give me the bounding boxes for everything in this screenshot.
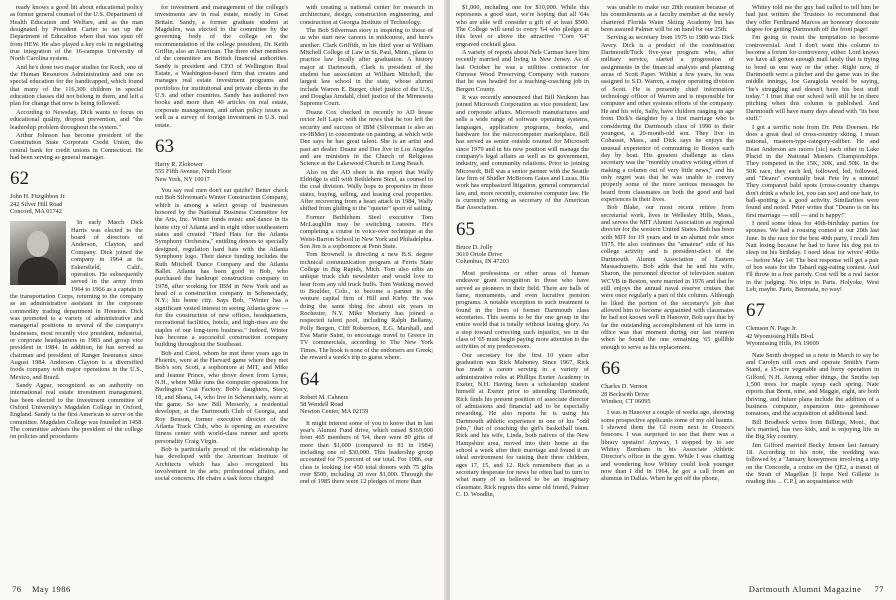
article-paragraph: I'm going to resist the temptation to become controversial. And I don't want this column to become a forum for controversy, either. Lord knows we have all gotten enough mail lately that is trying to bend us one way or the other. Right now, if Dartmouth were a pitcher and the game was in the middle innings, Joe Garagiola would be saying, "he's struggling and doesn't have his best stuff today." I trust that our school will still be in there pitching when this column is published. And Dartmouth will have many days ahead with "its best stuff.": [746, 34, 879, 123]
article-paragraph: $1,000, including one for $10,000. While this represents a good start, we're hoping that all '64s who are able will consider a gift of at least $500. The College will send to every '64 who pledges at this level or above the attractive "Core '64" engraved cocktail glass.: [456, 4, 589, 48]
page-number: 77: [874, 584, 884, 594]
article-paragraph: Bill Brodbeck writes from Billings, Mont., that he's married, has two kids, and is enjoying life in the Big Sky country.: [746, 418, 879, 441]
right-column-2: [601, 4, 734, 484]
address-line: Clemson N. Page Jr.: [746, 325, 798, 333]
article-paragraph: ready knows a good bit about educational policy as former general counsel of the U.S. Department of Health Education and Welfare, and as the man designated by President Carter to set up the Department of Education when that was spun off from HEW. He also played a key role in negotiating true integration of the 16-campus University of North Carolina system.: [10, 4, 143, 63]
address-line: 28 Beckwith Drive: [601, 390, 649, 398]
article-paragraph: Serving as secretary from 1975 to 1980 was Dick Avery. Dick is a product of the combination Dartmouth/Tuck five-year program who, after military service, started a progression of assignments in the financial analysis and planning areas of Scott Paper. Within a few years, he was assigned to S.D. Warren, a major operating division of Scott. He is presently chief information technology officer of Warren and is responsible for computer and other systems efforts of the company. He and his wife, Sally, have children ranging in age from Dick's daughter by a first marriage who is considering the Dartmouth class of 1990 to their youngest, a 20-month-old son. They live in Cohasset, Mass., and Dick says he enjoys the unusual experience of commuting to Boston each day by boat. His greatest challenge as class secretary was the "monthly creative writing effort of making a column out of very little news," and his only regret was that he was unable to convey properly some of the more serious messages he heard from classmates on both the good and bad experiences in their lives.: [601, 34, 734, 203]
right-column-3: [746, 4, 879, 487]
class-number: 67: [746, 300, 765, 322]
address-line: Bruce D. Jolly: [456, 243, 493, 251]
left-col3-paras2: [300, 420, 433, 486]
article-paragraph: Also on the AD sheet is the report that Wally Eldridge is still with Bethlehem Steel, as counsel to the coal division. Wally hops to properties in three states, buying, selling, and leasing coal properties. After recovering from a heart attack in 1984, Wally shifted from gliding to the "quieter" sport of sailing.: [300, 168, 433, 213]
article-paragraph: According to Newsday, Dick wants to focus on educational quality, dropout prevention, and "the leadership problem throughout the system.": [10, 108, 143, 131]
article-paragraph: Bob is particularly proud of the relationship he has developed with the American Institute of Architects which has also recognized his involvement in the arts; professional affairs, and social concerns. He chairs a task force charged: [155, 446, 288, 483]
class-secretary-address: [155, 161, 288, 183]
article-paragraph: I need some ideas for 40th-birthday parties for spouses. We had a rousing contest at our 20th last June. In the race for the best 40th party, I recall Jim Natt losing because he had to have his dog put to sleep on his birthday. I need ideas for wives' 40ths — before May 14! The best response will get a pair of box seats for the Tabard egg-eating contest. And I'll throw in a free parody. Cost will be a real factor in the judging. No trips to Paris. Holyoke, West Leb, maybe. Paris, Bermuda, no way!: [746, 219, 879, 294]
magazine-title: Dartmouth Alumni Magazine: [748, 584, 862, 594]
address-line: Harry R. Zlokower: [155, 160, 204, 168]
class-number: 66: [601, 358, 620, 380]
article-paragraph: And he's done two major studies for Koch, one of the Human Resources Administration and one on special education for the handicapped, which found that many of the 116,300 children in special education classes did not belong in them, and left a plan for change that now is being followed.: [10, 63, 143, 108]
issue-date: May 1986: [32, 584, 71, 594]
left-col1-paras: [10, 4, 143, 161]
class-number: 64: [300, 368, 319, 390]
page-footer-left: [12, 584, 71, 594]
article-paragraph: In early March Dick Harris was elected to the board of directors of Anderson, Clayton, and Company. Dick joined the company in 1964 at its Eskersfield, Calif., operation. He subsequently served in the army from 1964 to 1966 as a captain in the transportation Corps, returning to the company as an administrative assistant in the corporate commodity trading department in Houston. Dick was promoted to a variety of administrative and managerial positions in several of the company's businesses, most recently vice president, industrial, or corporate headquarters in 1983 and group vice president in 1984. In addition, he has served as chairman and president of Ranger Insurance since August 1984. Anderson Clayton is a diversified foods company with major operations in the U.S., Mexico, and Brazil.: [10, 219, 143, 381]
article-paragraph: You say real men don't eat quiche? Better check out Bob Silverman's Winter Construction Company, which is among a select group of businesses honored by the National Business Committee for the Arts, Inc. Winter funds music and dance in its home city of Atlanta and in eight other southeastern states and created "Hard Hats for the Atlanta Symphony Orchestra," entitling donors to specially designed, regulation hard hats with the Atlanta Symphony logo. Their dance funding includes the Ruth Mitchell Dance Company and the Atlanta Ballet. Atlanta has been good to Bob, who purchased the bankrupt construction company in 1978, after working for IBM in New York and as head of a construction company in Schenectady, N.Y.; his home city. Says Bob, "Winter has a significant vested interest in seeing Atlanta grow — for the construction of new offices, headquarters, recreational facilities, hotels, and high-rises are the staples of our long-term business." Indeed, Winter has become a successful construction company building throughout the Southeast.: [155, 187, 288, 349]
article-paragraph: It was recently announced that Bill Neukom has joined Microsoft Corporation as vice president, law and corporate affairs. Microsoft manufactures and sells a wide range of software operating systems, languages, application programs, books, and hardware for the microcomputer marketplace. Bill has served as senior outside counsel for Microsoft since 1979 and in his new position will manage the company's legal affairs as well as its government, industry, and community relations. Prior to joining Microsoft, Bill was a senior partner with the Seattle law firm of Shidler McBroom Gates and Lucas. His work has emphasized litigation, general commercial law, and, more recently, extensive computer law. He is currently serving as secretary of the American Bar Association.: [456, 94, 589, 212]
address-line: 58 Wendell Road: [300, 400, 344, 408]
right-col2-paras2: [601, 409, 734, 482]
page-footer-right: [749, 584, 884, 594]
address-line: Columbus, IN 47203: [456, 258, 510, 266]
portrait-photo-dick-harris: [10, 221, 66, 285]
address-line: Wyomissing Hills, PA 19609: [746, 340, 819, 348]
article-paragraph: I got a terrific note from Dr. Pete Doersen. He does a great deal of cross-country skiing. I mean national, masters-type-category-caliber. He and Dean Anderson are racers [sic] each other in Lake Placid in the National Masters Championships. They competed in the 15K, 30K, and 50K. In the 50K race, they each led, followed, led, followed, and "Deano" eventually beat Pete by a minute! They compared bald spots (cross-country champs don't drink a whole lot, you can see) and one hair, to ball-spotting is a good activity. Similarities were found and noted. Peter writes that "Deano is on his first marriage — still — and is happy!": [746, 123, 879, 219]
right-page: [450, 0, 896, 600]
article-paragraph: The Bob Silverman story is inspiring to those of us who start new careers in midcourse, and here's another: Clark Griffith, in his third year at William Mitchell College of Law in St. Paul, Minn., plans to practice law locally after graduation. A history major at Dartmouth, Clark is president of the student bar association at William Mitchell, the largest law school in the state, whose alumni include Warren E. Burger, chief justice of the U.S., and Douglas Amdahl, chief justice of the Minnesota Supreme Court.: [300, 27, 433, 108]
address-line: 555 Fifth Avenue, Ninth Floor: [155, 168, 232, 176]
class-secretary-address: [456, 244, 589, 266]
left-col3-paras: [300, 4, 433, 362]
left-col2-paras: [155, 4, 288, 129]
article-paragraph: Duane Cox checked in recently to AD house rector Jeff Lapic with the news that he too left the security and success of IBM (Silverman is also an ex-IBMer) to concentrate on painting, at which wife Dee says he has great talent. She is an artist and past art dealer. Duane and Dee live in Los Angeles and are ministers in the Church of Religious Science at the Lakewood Church in Long Beach.: [300, 108, 433, 168]
article-paragraph: I was in Hanover a couple of weeks ago, showing some prospective applicants some of my old haunts. I showed them the Gl room next to Orozco's frescoes. I was surprised to see that there was a library upstairs! Anyway, I stopped by to see Whitey Burnham in his Associate Athletic Director's office in the gym. While I was chatting and wondering how Whitey could look younger now than I did in 1964, he got a call from an alumnus in Dallas. When he got off the phone,: [601, 409, 734, 483]
article-paragraph: Whitey told me the guy had called to tell him he had just written the Trustees to recommend that they offer Ferdinand Marcos an honorary doctorate degree for getting Dartmouth off the front page!: [746, 4, 879, 34]
address-line: Newton Center, MA 02159: [300, 408, 369, 416]
address-line: Concord, MA 01742: [10, 208, 62, 216]
address-line: New York, NY 10017: [155, 175, 210, 183]
class-number: 63: [155, 135, 174, 157]
article-paragraph: A variety of reports about Nels Carman have him recently married and living in New Jersey. As of last October he was a utilities contractor for Osmose Wood Preserving Company with rumors that he was headed for a teaching-coaching job in Bergen County.: [456, 49, 589, 93]
article-paragraph: Most professions or other areas of human endeavor grant recognition to those who have served as pioneers in their field. There are halls of fame, monuments, and even lucrative pension programs. A notable exception to such treatment is found in the lives of former Dartmouth class secretaries. This seems to be the one group in the entire world that is totally without lasting glory. As a step toward correcting such injustice, we in the class of '65 must begin paying more attention to the activities of my predecessors.: [456, 269, 589, 351]
article-paragraph: for investment and management of the college's investments are in real estate, mostly in Great Britain. Sandy, a former graduate student at Magdalen, was elected to the committee by the governing body of the college on the recommendation of the college president, Dr. Keith Griffin, also an American. The three other members of the committee are British financial authorities. Sandy is president and CEO of Wellington Real Estate, a Washington-based firm that creates and manages real estate investment programs and portfolios for institutional and private clients in the U.S. and other countries. Sandy has authored two books and more than 40 articles on real estate, corporate management, and urban policy issues as well as a survey of foreign investment in U.S. real estate.: [155, 4, 288, 129]
class-secretary-address: [10, 193, 143, 215]
address-line: 242 Silver Hill Road: [10, 200, 63, 208]
article-paragraph: It might interest some of you to know that in last year's Alumni Fund drive, which raised $369,000 from 465 members of '64, there were 89 gifts of more than $1,000 (compared to 81 in 1984) including one of $30,000. This leadership group accounted for 75 percent of our total. For 1986, our class is looking for 450 total donors with 75 gifts over $500, including 20 over $1,000. Through the end of 1985 there were 12 pledges of more than: [300, 419, 433, 486]
class-number: 62: [10, 168, 29, 190]
class-secretary-address: [601, 383, 734, 405]
right-col1-paras2: [456, 270, 589, 499]
article-paragraph: Nate Smith dropped us a note in March to say he and Carolyn still own and operate Smith's Farm Stand, a 15-acre vegetable and berry operation in Gilford, N.H. Among other things, the Smiths tap 1,500 trees for maple syrup each spring. Nate reports that Brent, nine, and Maggie, eight, are both thriving, and future plans include the addition of a business computer, expansion into greenhouse tomatoes, and the acquisition of additional land.: [746, 351, 879, 418]
article-paragraph: Sandy Agpar, recognized as an authority on international real estate investment management, has been elected to the investment committee of Oxford University's Magdalen College in Oxford, England. Sandy is the first American to serve on the committee. Magdalen College was founded in 1458. The committee advises the president of the college on policies and procedures: [10, 382, 143, 441]
right-col2-paras: [601, 4, 734, 351]
left-column-3: [300, 4, 433, 487]
article-paragraph: Bob Blake, our most recent retiree from secretarial work, lives in Wellesley Hills, Mass., and serves the MIT Alumni Association as regional director for the western United States. Bob has been with MIT for 19 years and in an alumni role since 1975. He also continues the "amateur" side of his college activity and is president-elect of the Dartmouth Alumni Association of Eastern Massachusetts. Bob adds that he and his wife, Sharon, the personnel director of television station WCVB in Boston, were married in 1976 and that he still enjoys the annual naval reserve cruises that were once regularly a part of this column. Although he liked the portion of the secretary's job that allowed him to become acquainted with classmates he had not known well in Hanover, Bob says that by far the outstanding accomplishment of his term in office was that moment during our last reunion when he found the one remaining '65 gullible enough to serve as his replacement.: [601, 204, 734, 351]
address-line: 42 Wyomissing Hills Blvd.: [746, 332, 815, 340]
article-paragraph: Our secretary for the first 10 years after graduation was Rick Mahoney. Since 1967, Rick has made a career serving in a variety of administrative roles at Phillips Exeter Academy in Exeter, N.H. Having been a scholarship student himself at Exeter prior to attending Dartmouth, Rick finds his present position of associate director of admissions and financial aid to be especially rewarding. He also reports he is using his Dartmouth athletic experience in one of his "odd jobs," that of coaching the girl's basketball team. Rick and his wife, Linda, both natives of the New Hampshire area, moved into their home at the school a week after their marriage and found it an ideal environment for raising their three children, ages 17, 15, and 12. Rick remembers that as a secretary desperate for news he often had to turn to what many of us believed to be an imaginary classmate. Rick regrets this same old friend, Palmer C. D. Woodlin,: [456, 351, 589, 499]
right-column-1: [456, 4, 589, 500]
article-paragraph: with creating a national center for research in architecture, design, construction engineering, and construction at Georgia Institute of Technology.: [300, 4, 433, 26]
page-number: 76: [12, 584, 22, 594]
article-paragraph: Bob and Carol, whom he met three years ago in Phoenix, were at the Harvard game where they met Bob's son, Scott, a sophomore at MIT, and Mike and Jeanne Prince, who drove down from Lyme, N.H., where Mike runs the computer operations for Burlington Coat Factory. Bob's daughters, Stacy, 18, and Shana, 14, who live in Schenectady, were at the game. So saw Bill Messerly, a residential developer, at the Dartmouth Club of Georgia, and Roy Benson, former executive director of the Atlanta Track Club, who is opening an executive fitness center with world-class runner and sports personality Craig Virgin.: [155, 349, 288, 445]
address-line: Robert M. Cahners: [300, 393, 349, 401]
address-line: John H. Fitzgibbon Jr.: [10, 193, 66, 201]
left-page: [0, 0, 446, 600]
class-number: 65: [456, 218, 475, 240]
article-paragraph: Former Bethlehem Steel executive Tom McLaughlin may be switching careers. He's completing a course in voice-over technique at the Weist-Barron School in New York and Philadelphia. Son Jim is a sophomore at Penn State.: [300, 213, 433, 250]
article-paragraph: was unable to make our 20th reunion because of his commitments as a faculty member at the newly chartered Florida Water Skiing Academy but has been assured Palmer will be on hand for our 25th.: [601, 4, 734, 34]
right-col1-paras: [456, 4, 589, 212]
right-col3-paras2: [746, 352, 879, 486]
article-paragraph: Arthur Johnson has become president of the Constitution State Corporate Credit Union, the central bank for credit unions in Connecticut. He had been serving as general manager.: [10, 131, 143, 161]
article-paragraph: Tom Brownell is directing a new B.S. degree technical communication program at Ferris State College in Big Rapids, Mich. Tom also edits an antique truck club newsletter and would love to hear from any old truck buffs. Tom Watking moved to Boulder, Colo., to become a partner in the venture capital firm of Hill and Kirby. He was doing the same thing for about six years in Rochester, N.Y. Mike Moriarty has joined a respected talent pool, including Ralph Bellamy, Polly Bergen, Cliff Robertson, E.G. Marshall, and Eva Marie Saint, to encourage travel to Greece in TV commercials, according to The New York Times. The hook is none of the endorsers are Greek; the reward a week's trip to guess where.: [300, 251, 433, 362]
class-secretary-address: [300, 394, 433, 416]
right-col3-paras: [746, 4, 879, 293]
class-secretary-address: [746, 325, 879, 347]
article-paragraph: Jim Gifford married Becky Jensen last January 18. According to his note, the wedding was followed by a "January honeymoon involving a trip on the Concorde, a cruise on the QE2, a transit of the Strait of Magellan [I hope Ned Gillette is reading this ... C.P.], an acquaintance with: [746, 441, 879, 486]
address-line: Windsor, CT 06095: [601, 397, 651, 405]
left-col2-paras2: [155, 187, 288, 483]
left-column-1: [10, 4, 143, 442]
address-line: Charles D. Vernon: [601, 383, 648, 391]
address-line: 3610 Oriole Drive: [456, 251, 503, 259]
left-column-2: [155, 4, 288, 484]
